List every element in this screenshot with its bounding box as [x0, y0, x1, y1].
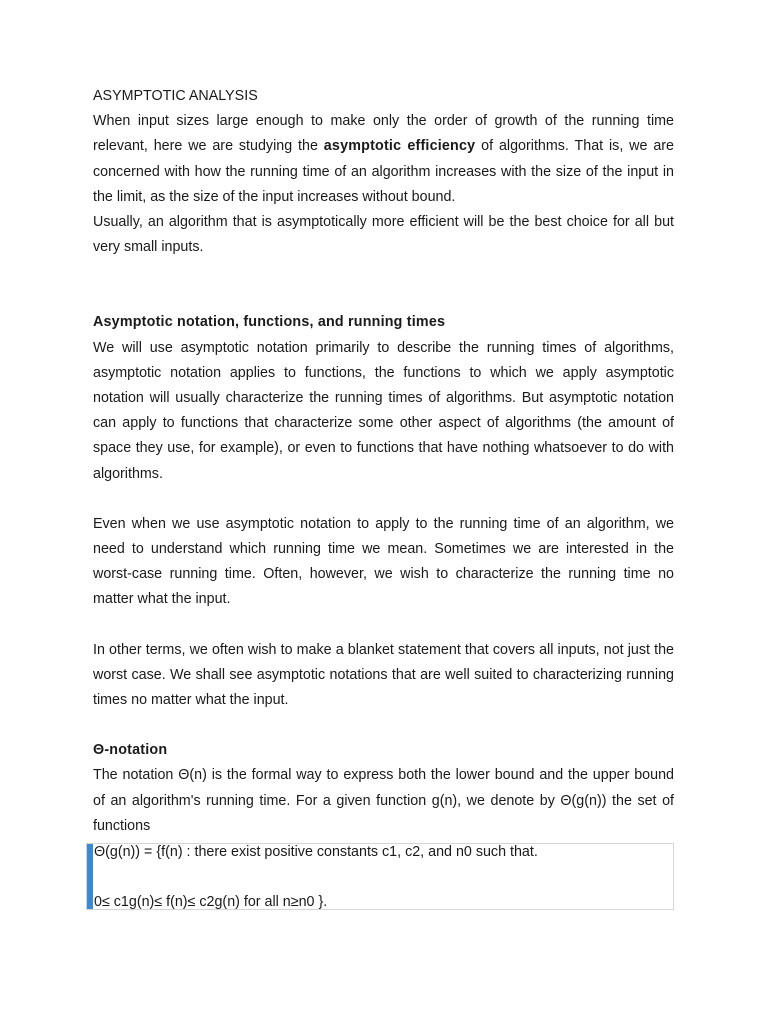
intro-text-start: When input sizes large enough to make only the order of growth of the running time relevant, here we are studying the	[93, 113, 674, 155]
intro-text-end: of algorithms. That is, we are concerned with how the running time of an algorithm increases with the size of the input in the limit, as the size of the input increases without bound.	[93, 138, 674, 205]
section-heading-theta-notation: Θ-notation	[93, 742, 168, 759]
section1-paragraph-2: Even when we use asymptotic notation to apply to the running time of an algorithm, we need to understand which running time we mean. Sometimes we are interested in the worst-case running time. Often, however, we wish to characterize the running time no matter what the input.	[93, 515, 674, 608]
document-title: ASYMPTOTIC ANALYSIS	[93, 88, 258, 104]
theta-definition-box	[86, 843, 674, 910]
section-heading-asymptotic-notation: Asymptotic notation, functions, and running times	[93, 314, 446, 331]
intro-paragraph-1	[93, 109, 674, 210]
section1-paragraph-3: In other terms, we often wish to make a blanket statement that covers all inputs, not just the worst case. We shall see asymptotic notations that are well suited to characterizing running times no matter what the input.	[93, 641, 674, 709]
intro-paragraph-2: Usually, an algorithm that is asymptotically more efficient will be the best choice for all but very small inputs.	[93, 214, 674, 256]
formula-accent-bar	[87, 844, 93, 909]
spacer	[93, 713, 674, 738]
spacer	[93, 487, 674, 512]
formula-line-2: 0≤ c1g(n)≤ f(n)≤ c2g(n) for all n≥n0 }.	[94, 894, 328, 910]
document-body	[93, 84, 674, 839]
theta-notation-paragraph: The notation Θ(n) is the formal way to express both the lower bound and the upper bound of an algorithm's running time. For a given function g(n), we denote by Θ(g(n)) the set of functions	[93, 767, 674, 834]
formula-line-1: Θ(g(n)) = {f(n) : there exist positive constants c1, c2, and n0 such that.	[94, 844, 538, 860]
asymptotic-efficiency-term: asymptotic efficiency	[323, 138, 476, 155]
spacer	[93, 260, 674, 310]
section1-paragraph-1: We will use asymptotic notation primarily to describe the running times of algorithms, asymptotic notation applies to functions, the functions to which we apply asymptotic notation will usually characterize the running times of algorithms. But asymptotic notation can apply to functions that characterize some other aspect of algorithms (the amount of space they use, for example), or even to functions that have nothing whatsoever to do with algorithms.	[93, 339, 674, 482]
spacer	[93, 613, 674, 638]
